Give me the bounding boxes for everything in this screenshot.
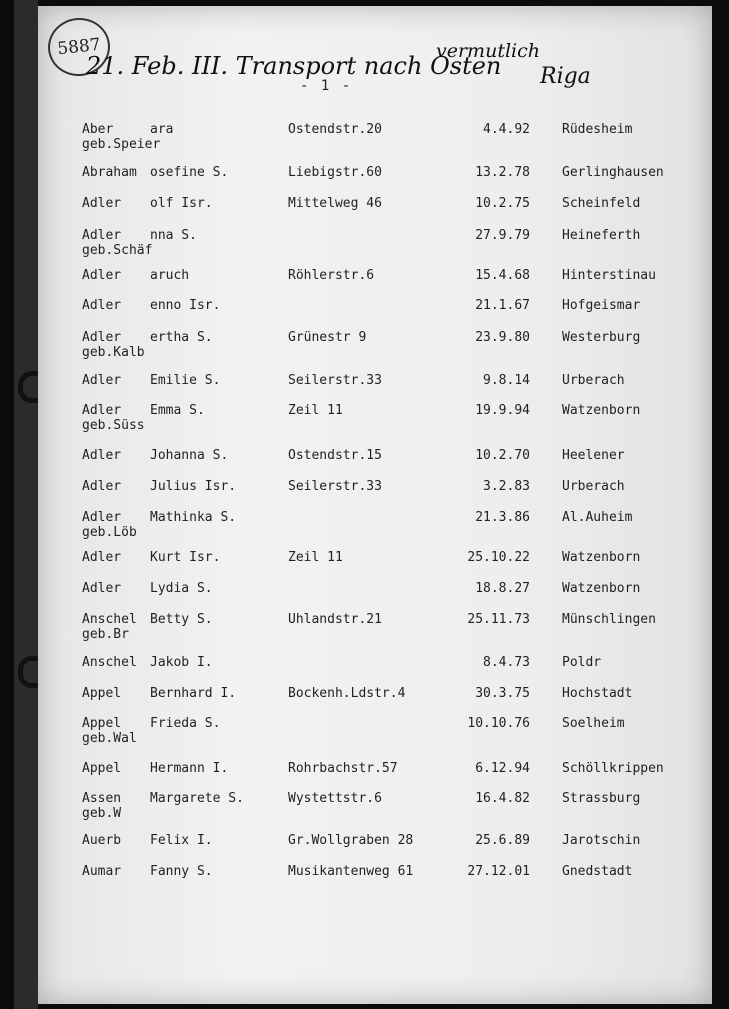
entry-given-name: Hermann I. — [150, 761, 229, 776]
list-item — [0, 165, 729, 199]
entry-surname: Anschel — [82, 612, 137, 627]
entry-maiden-name: geb.Wal — [82, 731, 137, 746]
entry-birth-date: 25.11.73 — [467, 612, 530, 627]
entry-birth-date: 18.8.27 — [475, 581, 530, 596]
entry-street: Seilerstr.33 — [288, 479, 382, 494]
list-item — [0, 581, 729, 615]
entry-maiden-name: geb.W — [82, 806, 122, 821]
entry-street: Uhlandstr.21 — [288, 612, 382, 627]
entry-surname: Adler — [82, 448, 122, 463]
list-item — [0, 403, 729, 437]
entry-birthplace: Hinterstinau — [562, 268, 656, 283]
entry-birthplace: Watzenborn — [562, 403, 641, 418]
entry-birthplace: Strassburg — [562, 791, 641, 806]
entry-given-name: Emilie S. — [150, 373, 221, 388]
list-item — [0, 510, 729, 544]
entry-birthplace: Rüdesheim — [562, 122, 633, 137]
entry-given-name: Betty S. — [150, 612, 213, 627]
entry-birthplace: Schöllkrippen — [562, 761, 664, 776]
list-item — [0, 864, 729, 898]
entry-street: Musikantenweg 61 — [288, 864, 414, 879]
entry-birth-date: 13.2.78 — [475, 165, 530, 180]
entry-birthplace: Watzenborn — [562, 581, 641, 596]
entry-given-name: olf Isr. — [150, 196, 213, 211]
entry-given-name: ertha S. — [150, 330, 213, 345]
list-item — [0, 122, 729, 156]
entry-birth-date: 8.4.73 — [483, 655, 530, 670]
entry-given-name: osefine S. — [150, 165, 229, 180]
list-item — [0, 612, 729, 646]
entry-street: Liebigstr.60 — [288, 165, 382, 180]
entry-given-name: Frieda S. — [150, 716, 221, 731]
entry-given-name: Fanny S. — [150, 864, 213, 879]
entry-maiden-name: geb.Schäf — [82, 243, 153, 258]
entry-birth-date: 10.10.76 — [467, 716, 530, 731]
entry-birth-date: 3.2.83 — [483, 479, 530, 494]
entry-birth-date: 21.3.86 — [475, 510, 530, 525]
entry-given-name: Emma S. — [150, 403, 205, 418]
entry-surname: Aumar — [82, 864, 122, 879]
list-item — [0, 479, 729, 513]
entry-given-name: enno Isr. — [150, 298, 221, 313]
entry-given-name: Felix I. — [150, 833, 213, 848]
entry-given-name: Bernhard I. — [150, 686, 237, 701]
entry-birthplace: Heelener — [562, 448, 625, 463]
entry-birth-date: 21.1.67 — [475, 298, 530, 313]
entry-street: Mittelweg 46 — [288, 196, 382, 211]
entry-surname: Appel — [82, 686, 122, 701]
entry-surname: Adler — [82, 373, 122, 388]
entry-surname: Anschel — [82, 655, 137, 670]
entry-birth-date: 16.4.82 — [475, 791, 530, 806]
entry-surname: Auerb — [82, 833, 122, 848]
list-item — [0, 298, 729, 332]
entry-street: Ostendstr.15 — [288, 448, 382, 463]
entry-maiden-name: geb.Speier — [82, 137, 161, 152]
list-item — [0, 686, 729, 720]
entry-street: Gr.Wollgraben 28 — [288, 833, 414, 848]
entry-given-name: Mathinka S. — [150, 510, 237, 525]
entry-birth-date: 25.6.89 — [475, 833, 530, 848]
entry-given-name: aruch — [150, 268, 190, 283]
entry-birthplace: Al.Auheim — [562, 510, 633, 525]
list-item — [0, 833, 729, 867]
list-item — [0, 716, 729, 750]
entry-birthplace: Hochstadt — [562, 686, 633, 701]
list-item — [0, 550, 729, 584]
entry-maiden-name: geb.Löb — [82, 525, 137, 540]
entry-birth-date: 27.9.79 — [475, 228, 530, 243]
entry-given-name: Johanna S. — [150, 448, 229, 463]
entry-surname: Adler — [82, 479, 122, 494]
entry-birthplace: Scheinfeld — [562, 196, 641, 211]
entry-birthplace: Urberach — [562, 479, 625, 494]
entry-surname: Adler — [82, 330, 122, 345]
entry-street: Bockenh.Ldstr.4 — [288, 686, 406, 701]
entry-birthplace: Watzenborn — [562, 550, 641, 565]
entry-street: Zeil 11 — [288, 550, 343, 565]
entry-given-name: Jakob I. — [150, 655, 213, 670]
entry-surname: Aber — [82, 122, 114, 137]
list-item — [0, 330, 729, 364]
entry-birth-date: 10.2.75 — [475, 196, 530, 211]
entry-maiden-name: geb.Kalb — [82, 345, 145, 360]
entry-birth-date: 19.9.94 — [475, 403, 530, 418]
entry-given-name: nna S. — [150, 228, 197, 243]
entry-given-name: Margarete S. — [150, 791, 244, 806]
document-title: 21. Feb. III. Transport nach Osten — [86, 52, 502, 80]
entry-surname: Assen — [82, 791, 122, 806]
entry-surname: Adler — [82, 298, 122, 313]
list-item — [0, 448, 729, 482]
entry-given-name: Julius Isr. — [150, 479, 237, 494]
entry-birth-date: 9.8.14 — [483, 373, 530, 388]
entry-surname: Appel — [82, 716, 122, 731]
entry-birthplace: Westerburg — [562, 330, 641, 345]
entry-surname: Adler — [82, 581, 122, 596]
entry-maiden-name: geb.Süss — [82, 418, 145, 433]
entry-surname: Adler — [82, 196, 122, 211]
list-item — [0, 268, 729, 302]
entry-surname: Appel — [82, 761, 122, 776]
entry-birthplace: Heineferth — [562, 228, 641, 243]
entry-street: Wystettstr.6 — [288, 791, 382, 806]
entry-birth-date: 25.10.22 — [467, 550, 530, 565]
entry-street: Zeil 11 — [288, 403, 343, 418]
list-item — [0, 655, 729, 689]
entry-birth-date: 10.2.70 — [475, 448, 530, 463]
list-item — [0, 761, 729, 795]
entry-birthplace: Jarotschin — [562, 833, 641, 848]
entry-birthplace: Hofgeismar — [562, 298, 641, 313]
archive-number-stamp: 5887 — [45, 15, 113, 79]
destination-note: vermutlich — [436, 40, 540, 62]
entry-street: Grünestr 9 — [288, 330, 367, 345]
entry-birth-date: 30.3.75 — [475, 686, 530, 701]
list-item — [0, 228, 729, 262]
entry-street: Ostendstr.20 — [288, 122, 382, 137]
entry-surname: Adler — [82, 228, 122, 243]
entry-street: Seilerstr.33 — [288, 373, 382, 388]
entry-birthplace: Gnedstadt — [562, 864, 633, 879]
entry-street: Röhlerstr.6 — [288, 268, 375, 283]
destination: Riga — [540, 64, 591, 89]
entry-birthplace: Münschlingen — [562, 612, 656, 627]
entry-maiden-name: geb.Br — [82, 627, 129, 642]
entry-given-name: Lydia S. — [150, 581, 213, 596]
entry-street: Rohrbachstr.57 — [288, 761, 398, 776]
entry-surname: Adler — [82, 550, 122, 565]
list-item — [0, 196, 729, 230]
entry-surname: Adler — [82, 268, 122, 283]
entry-birthplace: Urberach — [562, 373, 625, 388]
entry-birth-date: 27.12.01 — [467, 864, 530, 879]
list-item — [0, 373, 729, 407]
entry-surname: Adler — [82, 403, 122, 418]
page-number: - 1 - — [300, 78, 353, 94]
entry-birth-date: 6.12.94 — [475, 761, 530, 776]
entry-birth-date: 4.4.92 — [483, 122, 530, 137]
entry-surname: Adler — [82, 510, 122, 525]
entry-given-name: Kurt Isr. — [150, 550, 221, 565]
entry-birthplace: Poldr — [562, 655, 602, 670]
entry-birth-date: 23.9.80 — [475, 330, 530, 345]
list-item — [0, 791, 729, 825]
entry-surname: Abraham — [82, 165, 137, 180]
entry-birth-date: 15.4.68 — [475, 268, 530, 283]
entry-birthplace: Gerlinghausen — [562, 165, 664, 180]
entry-birthplace: Soelheim — [562, 716, 625, 731]
entry-given-name: ara — [150, 122, 174, 137]
